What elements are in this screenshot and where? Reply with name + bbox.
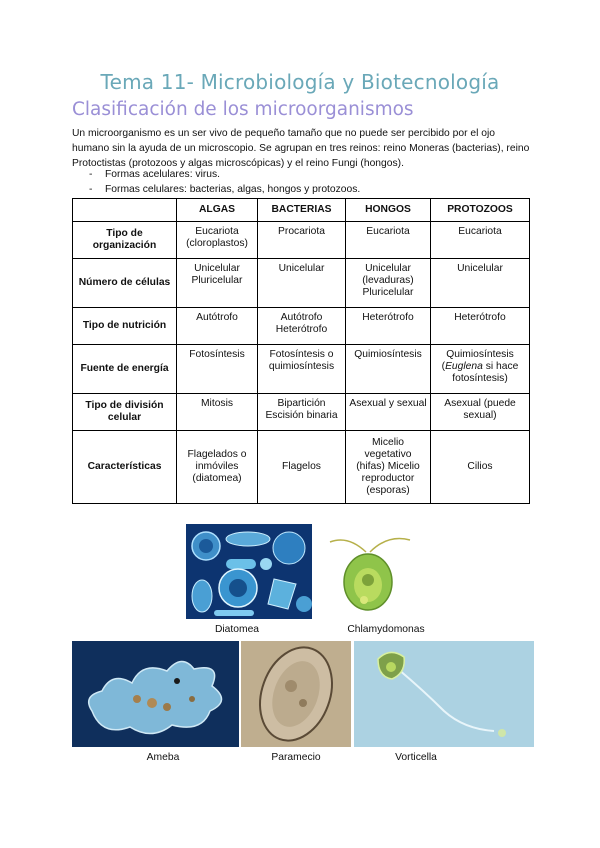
ameba-illustration [72,641,239,747]
table-cell: Heterótrofo [346,308,431,345]
diatomea-caption: Diatomea [214,624,260,635]
table-cell: Mitosis [177,394,258,431]
paramecio-caption: Paramecio [271,752,321,763]
cell-text: si hace fotosíntesis) [452,361,519,384]
row-header: Número de células [73,259,177,308]
table-cell: Quimiosíntesis [346,345,431,394]
table-cell: Asexual (puede sexual) [431,394,530,431]
bullet-list [87,167,360,197]
ameba-caption: Ameba [146,752,180,763]
ameba-image [72,641,239,747]
row-header: Tipo de organización [73,222,177,259]
vorticella-illustration [354,641,534,747]
table-cell: Procariota [258,222,346,259]
table-corner [73,199,177,222]
page-title: Tema 11- Microbiología y Biotecnología [100,70,500,94]
column-header: PROTOZOOS [431,199,530,222]
column-header: HONGOS [346,199,431,222]
table-row [73,308,530,345]
row-header: Fuente de energía [73,345,177,394]
table-cell: Fotosíntesis o quimiosíntesis [258,345,346,394]
table-cell: Quimiosíntesis (Euglena si hace fotosíntesis) [431,345,530,394]
table-cell: Flagelados o inmóviles (diatomea) [177,431,258,504]
table-cell: Bipartición Escisión binaria [258,394,346,431]
table-cell: Heterótrofo [431,308,530,345]
table-cell: Flagelos [258,431,346,504]
table-row [73,394,530,431]
table-cell: Autótrofo [177,308,258,345]
row-header: Tipo de nutrición [73,308,177,345]
chlamydomonas-illustration [318,530,418,620]
bullet-cellular: - Formas celulares: bacterias, algas, hongos y protozoos. [87,182,360,197]
table-cell: Unicelular [258,259,346,308]
table-cell: Asexual y sexual [346,394,431,431]
table-cell: Unicelular [431,259,530,308]
row-header: Características [73,431,177,504]
bullet-acellular: - Formas acelulares: virus. [87,167,360,182]
section-title: Clasificación de los microorganismos [72,99,414,120]
table-cell: Micelio vegetativo (hifas) Micelio reproductor (esporas) [346,431,431,504]
vorticella-image [354,641,534,747]
table-cell: Autótrofo Heterótrofo [258,308,346,345]
table-cell: Eucariota [346,222,431,259]
paramecio-image [241,641,351,747]
classification-table [72,198,530,504]
diatoms-illustration [186,524,312,619]
intro-paragraph: Un microorganismo es un ser vivo de pequeño tamaño que no puede ser percibido por el ojo humano sin la ayuda de un microscopio. Se agrupan en tres reinos: reino Moneras (bacterias), reino Protoctistas (protozoos y algas microscópicas) y el reino Fungi (hongos). [72,128,530,169]
vorticella-caption: Vorticella [395,752,437,763]
table-cell: Fotosíntesis [177,345,258,394]
table-row [73,345,530,394]
table-row [73,222,530,259]
table-header-row [73,199,530,222]
table-cell: Eucariota (cloroplastos) [177,222,258,259]
table-row [73,431,530,504]
table-cell: Cilios [431,431,530,504]
cell-italic: Euglena [445,361,483,372]
chlamydomonas-image [318,530,418,620]
table-row [73,259,530,308]
diatomea-image [186,524,312,619]
paramecium-illustration [241,641,351,747]
column-header: BACTERIAS [258,199,346,222]
table-cell: Eucariota [431,222,530,259]
table-cell: Unicelular Pluricelular [177,259,258,308]
row-header: Tipo de división celular [73,394,177,431]
table-cell: Unicelular (levaduras) Pluricelular [346,259,431,308]
column-header: ALGAS [177,199,258,222]
cell-text: Quimiosíntesis [446,349,514,360]
chlamydomonas-caption: Chlamydomonas [347,624,425,635]
